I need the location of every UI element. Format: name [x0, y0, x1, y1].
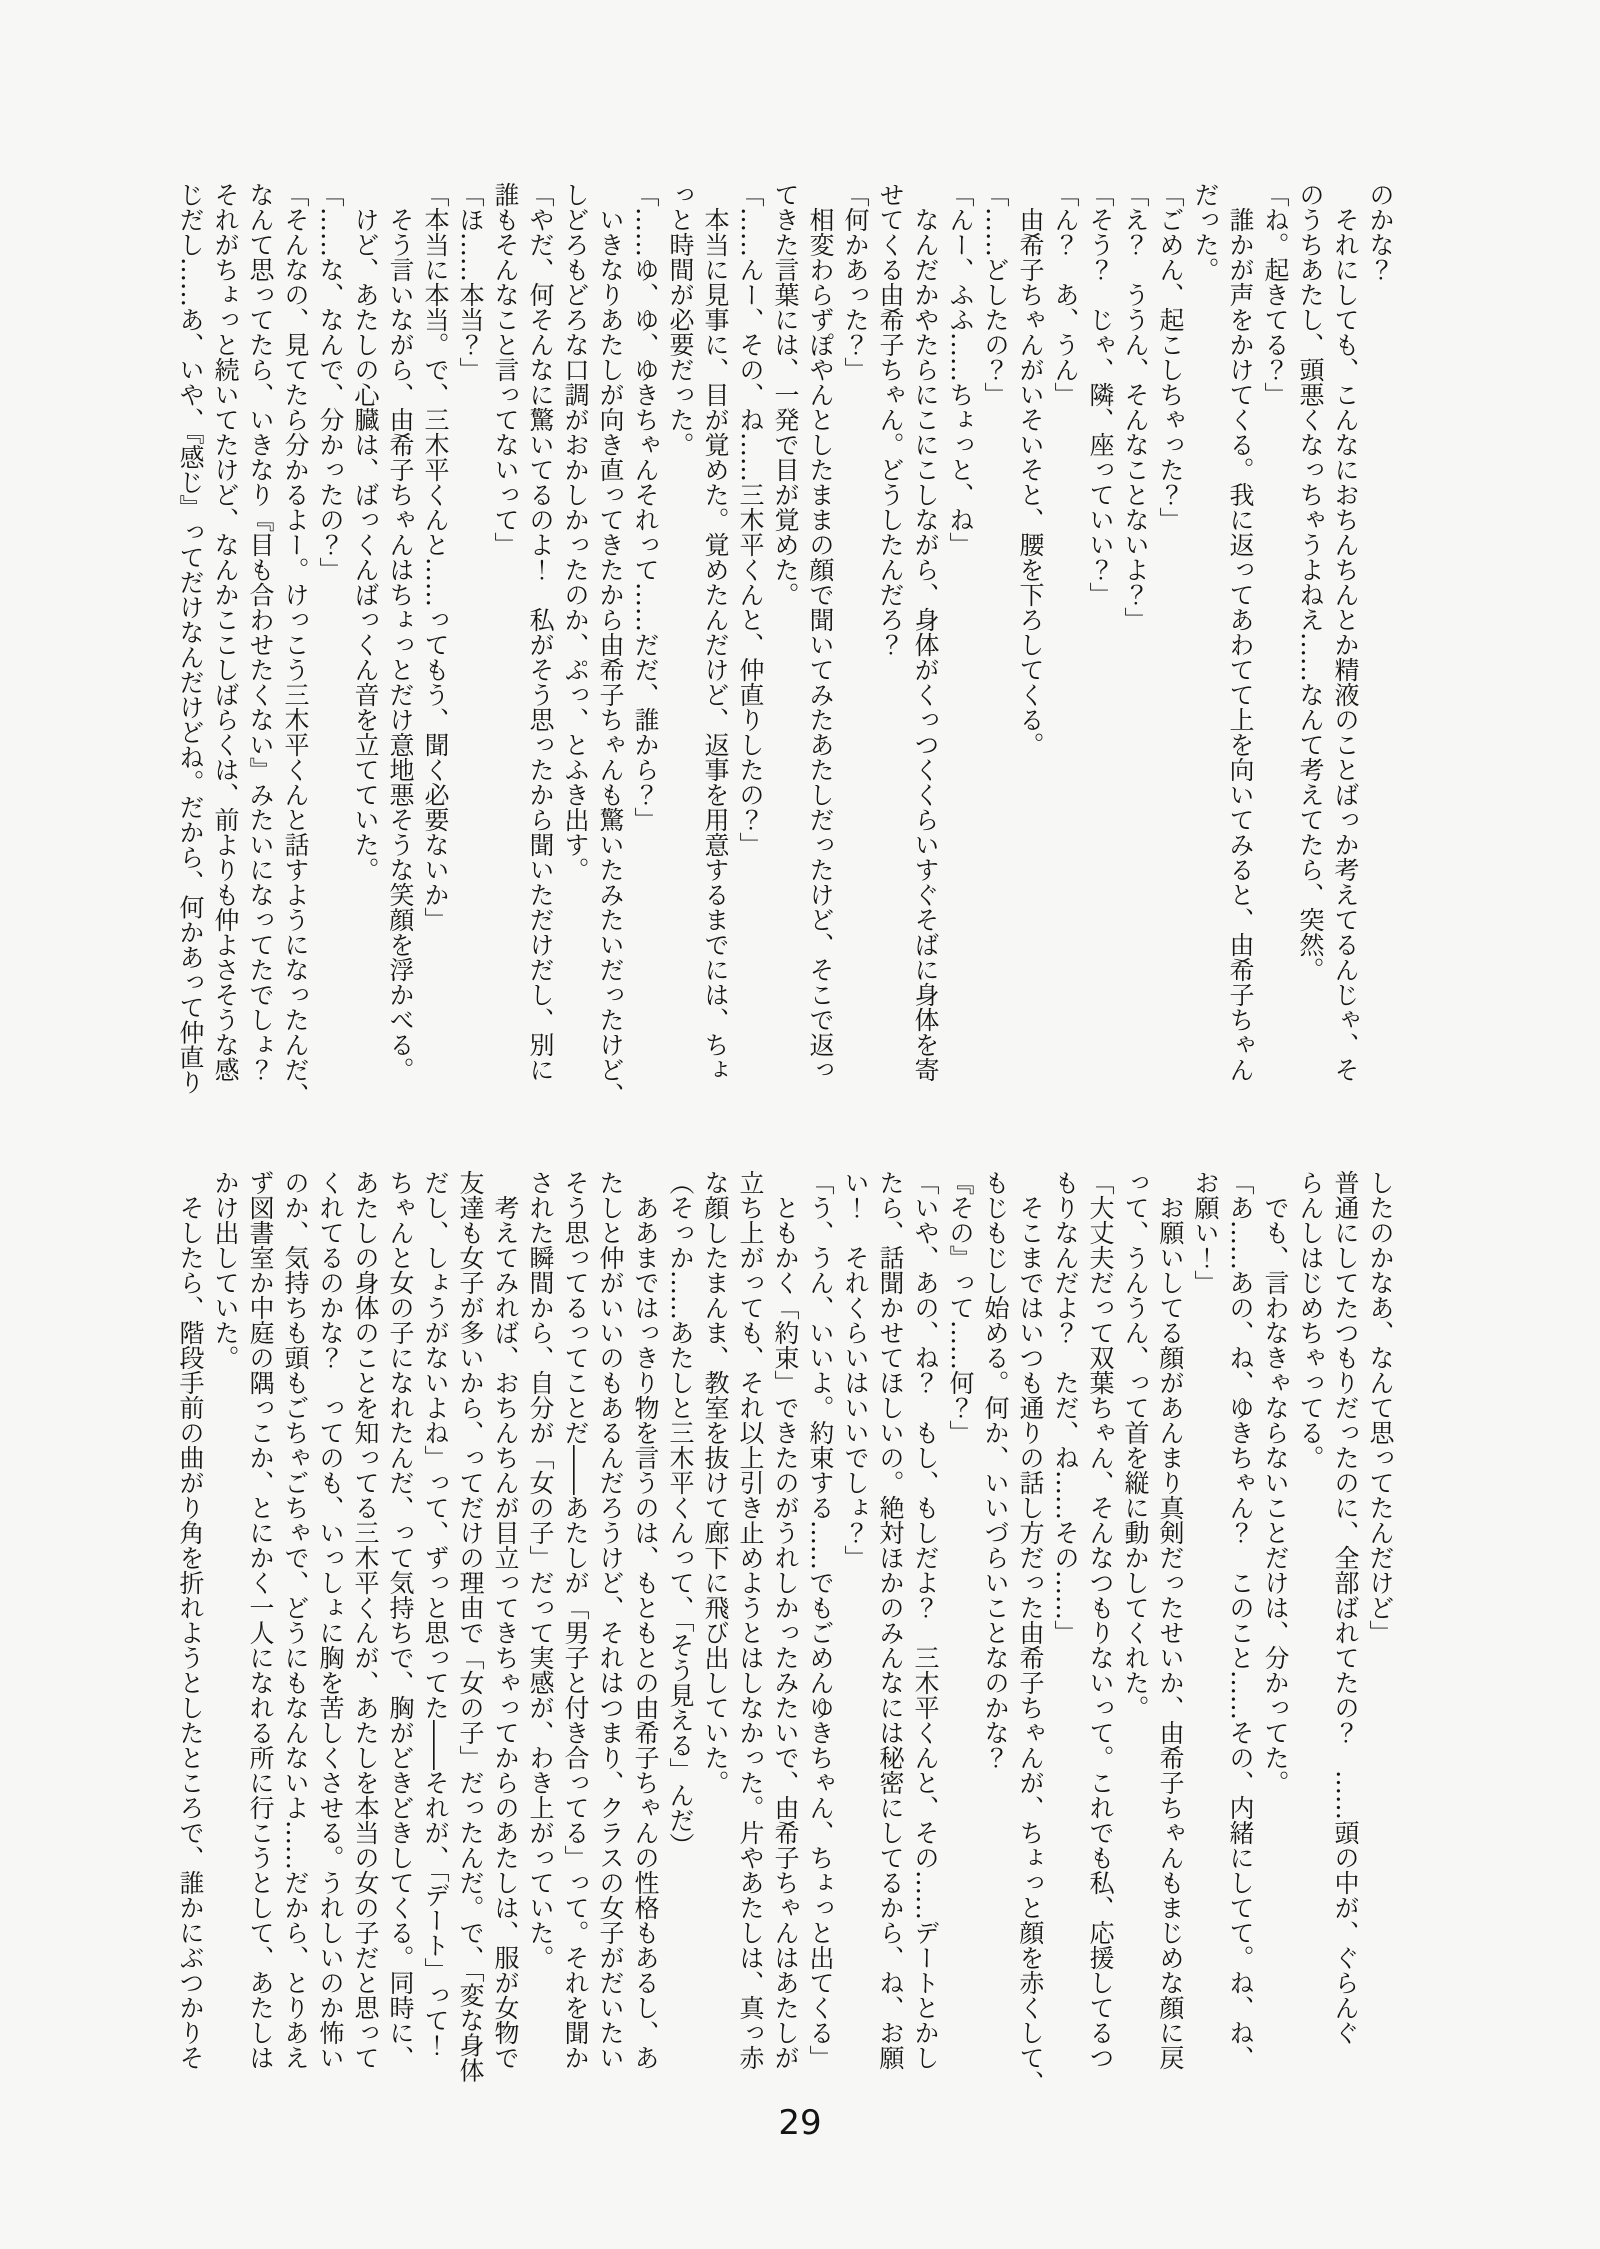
text-column: そう思ってるってことだ――あたしが「男子と付き合ってる」って。それを聞か: [561, 1170, 590, 2070]
text-column: じだし……あ、いや、『感じ』ってだけなんだけどね。だから、何かあって仲直り: [176, 182, 205, 1095]
text-column: 「やだ、何そんなに驚いてるのよ！ 私がそう思ったから聞いただけだし、別に: [526, 182, 555, 1082]
text-column: 誰かが声をかけてくる。我に返ってあわてて上を向いてみると、由希子ちゃん: [1226, 182, 1255, 1082]
text-column: 本当に見事に、目が覚めた。覚めたんだけど、返事を用意するまでには、ちょ: [701, 182, 730, 1082]
text-column: 「そんなの、見てたら分かるよー。けっこう三木平くんと話すようになったんだ、: [281, 182, 310, 1107]
text-column: せてくる由希子ちゃん。どうしたんだろ？: [876, 182, 905, 657]
text-column: てきた言葉には、一発で目が覚めた。: [771, 182, 800, 607]
text-column: 友達も女子が多いから、ってだけの理由で「女の子」だったんだ。で、「変な身体: [456, 1170, 485, 2083]
text-column: 「本当に本当。で、三木平くんと……ってもう、聞く必要ないか」: [421, 182, 450, 932]
text-column: 「何かあった？」: [841, 182, 870, 382]
text-column: だし、しょうがないよね」って、ずっと思ってた――それが、「デート」って！: [421, 1170, 450, 2058]
text-column: のかな？: [1366, 182, 1395, 282]
text-column: もじもじし始める。何か、いいづらいことなのかな？: [981, 1170, 1010, 1770]
text-column: 「あ……あの、ね、ゆきちゃん？ このこと……その、内緒にしてて。ね、ね、: [1226, 1170, 1255, 2070]
text-column: 「ごめん、起こしちゃった？」: [1156, 182, 1185, 532]
text-column: 「……んー、その、ね……三木平くんと、仲直りしたの？」: [736, 182, 765, 857]
text-column: 「ん？ あ、うん」: [1051, 182, 1080, 407]
text-column: って、うんうん、って首を縦に動かしてくれた。: [1121, 1170, 1150, 1720]
text-column: 普通にしてたつもりだったのに、全部ばれてたの？ ……頭の中が、ぐらんぐ: [1331, 1170, 1360, 2045]
text-column: ともかく「約束」できたのがうれしかったみたいで、由希子ちゃんはあたしが: [771, 1170, 800, 2070]
text-column: い！ それくらいはいいでしょ？」: [841, 1170, 870, 1570]
text-column: けど、あたしの心臓は、ばっくんばっくん音を立てていた。: [351, 182, 380, 882]
text-column: したのかなあ、なんて思ってたんだけど」: [1366, 1170, 1395, 1645]
text-column: 立ち上がっても、それ以上引き止めようとはしなかった。片やあたしは、真っ赤: [736, 1170, 765, 2070]
text-column: あたしの身体のことを知ってる三木平くんが、あたしを本当の女の子だと思って: [351, 1170, 380, 2070]
text-column: くれてるのかな？ ってのも、いっしょに胸を苦しくさせる。うれしいのか怖い: [316, 1170, 345, 2070]
text-column: たしと仲がいいのもあるんだろうけど、それはつまり、クラスの女子がだいたい: [596, 1170, 625, 2070]
text-column: かけ出していた。: [211, 1170, 240, 1370]
text-column: っと時間が必要だった。: [666, 182, 695, 457]
text-column: お願いしてる顔があんまり真剣だったせいか、由希子ちゃんもまじめな顔に戻: [1156, 1170, 1185, 2070]
text-column: 「……どしたの？」: [981, 182, 1010, 407]
text-column: な顔したまんま、教室を抜けて廊下に飛び出していた。: [701, 1170, 730, 1795]
text-column: それにしても、こんなにおちんちんとか精液のことばっか考えてるんじゃ、そ: [1331, 182, 1360, 1082]
text-column: 誰もそんなこと言ってないって」: [491, 182, 520, 557]
text-column: 「う、うん、いいよ。約束する……でもごめんゆきちゃん、ちょっと出てくる」: [806, 1170, 835, 2070]
text-column: そう言いながら、由希子ちゃんはちょっとだけ意地悪そうな笑顔を浮かべる。: [386, 182, 415, 1082]
text-column: そこまではいつも通りの話し方だった由希子ちゃんが、ちょっと顔を赤くして、: [1016, 1170, 1045, 2095]
text-column: 考えてみれば、おちんちんが目立ってきちゃってからのあたしは、服が女物で: [491, 1170, 520, 2070]
text-column: ちゃんと女の子になれたんだ、って気持ちで、胸がどきどきしてくる。同時に、: [386, 1170, 415, 2070]
text-column: のうちあたし、頭悪くなっちゃうよねえ……なんて考えてたら、突然。: [1296, 182, 1325, 982]
text-column: そしたら、階段手前の曲がり角を折れようとしたところで、誰かにぶつかりそ: [176, 1170, 205, 2070]
text-column: 「ね。起きてる？」: [1261, 182, 1290, 407]
text-column: 「大丈夫だって双葉ちゃん、そんなつもりないって。これでも私、応援してるつ: [1086, 1170, 1115, 2070]
text-column: それがちょっと続いてたけど、なんかここしばらくは、前よりも仲よさそうな感: [211, 182, 240, 1082]
text-column: もりなんだよ？ ただ、ね……その……」: [1051, 1170, 1080, 1645]
text-column: たら、話聞かせてほしいの。絶対ほかのみんなには秘密にしてるから、ね、お願: [876, 1170, 905, 2070]
text-column: でも、言わなきゃならないことだけは、分かってた。: [1261, 1170, 1290, 1795]
text-column: だった。: [1191, 182, 1220, 282]
text-column: しどろもどろな口調がおかしかったのか、ぷっ、とふき出す。: [561, 182, 590, 882]
text-column: 由希子ちゃんがいそいそと、腰を下ろしてくる。: [1016, 182, 1045, 757]
bottom-text-block: [168, 1170, 1398, 2098]
text-column: のか、気持ちも頭もごちゃごちゃで、どうにもなんないよ……だから、とりあえ: [281, 1170, 310, 2070]
text-column: なんだかやたらにこにこしながら、身体がくっつくくらいすぐそばに身体を寄: [911, 182, 940, 1082]
text-column: お願い！」: [1191, 1170, 1220, 1295]
text-column: なんて思ってたら、いきなり『目も合わせたくない』みたいになってたでしょ？: [246, 182, 275, 1082]
text-column: された瞬間から、自分が「女の子」だって実感が、わき上がっていた。: [526, 1170, 555, 1970]
text-column: 「んー、ふふ……ちょっと、ね」: [946, 182, 975, 557]
text-column: 相変わらずぽやんとしたままの顔で聞いてみたあたしだったけど、そこで返っ: [806, 182, 835, 1082]
text-column: 「え？ ううん、そんなことないよ？」: [1121, 182, 1150, 632]
top-text-block: [168, 182, 1398, 1110]
page-number: 29: [778, 2103, 822, 2143]
text-column: ず図書室か中庭の隅っこか、とにかく一人になれる所に行こうとして、あたしは: [246, 1170, 275, 2070]
text-column: （そっか……あたしと三木平くんって、「そう見える」んだ）: [666, 1170, 695, 1858]
text-column: 「いや、あの、ね？ もし、もしだよ？ 三木平くんと、その……デートとかし: [911, 1170, 940, 2070]
text-column: ああまではっきり物を言うのは、もともとの由希子ちゃんの性格もあるし、あ: [631, 1170, 660, 2070]
text-column: 「……ゆ、ゆ、ゆきちゃんそれって……だだ、誰から？」: [631, 182, 660, 832]
text-column: 「……な、なんで、分かったの？」: [316, 182, 345, 582]
text-column: 「そう？ じゃ、隣、座っていい？」: [1086, 182, 1115, 607]
text-column: いきなりあたしが向き直ってきたから由希子ちゃんも驚いたみたいだったけど、: [596, 182, 625, 1107]
text-column: 『その』って……何？」: [946, 1170, 975, 1445]
text-column: らんしはじめちゃってる。: [1296, 1170, 1325, 1470]
text-column: 「ほ……本当？」: [456, 182, 485, 382]
